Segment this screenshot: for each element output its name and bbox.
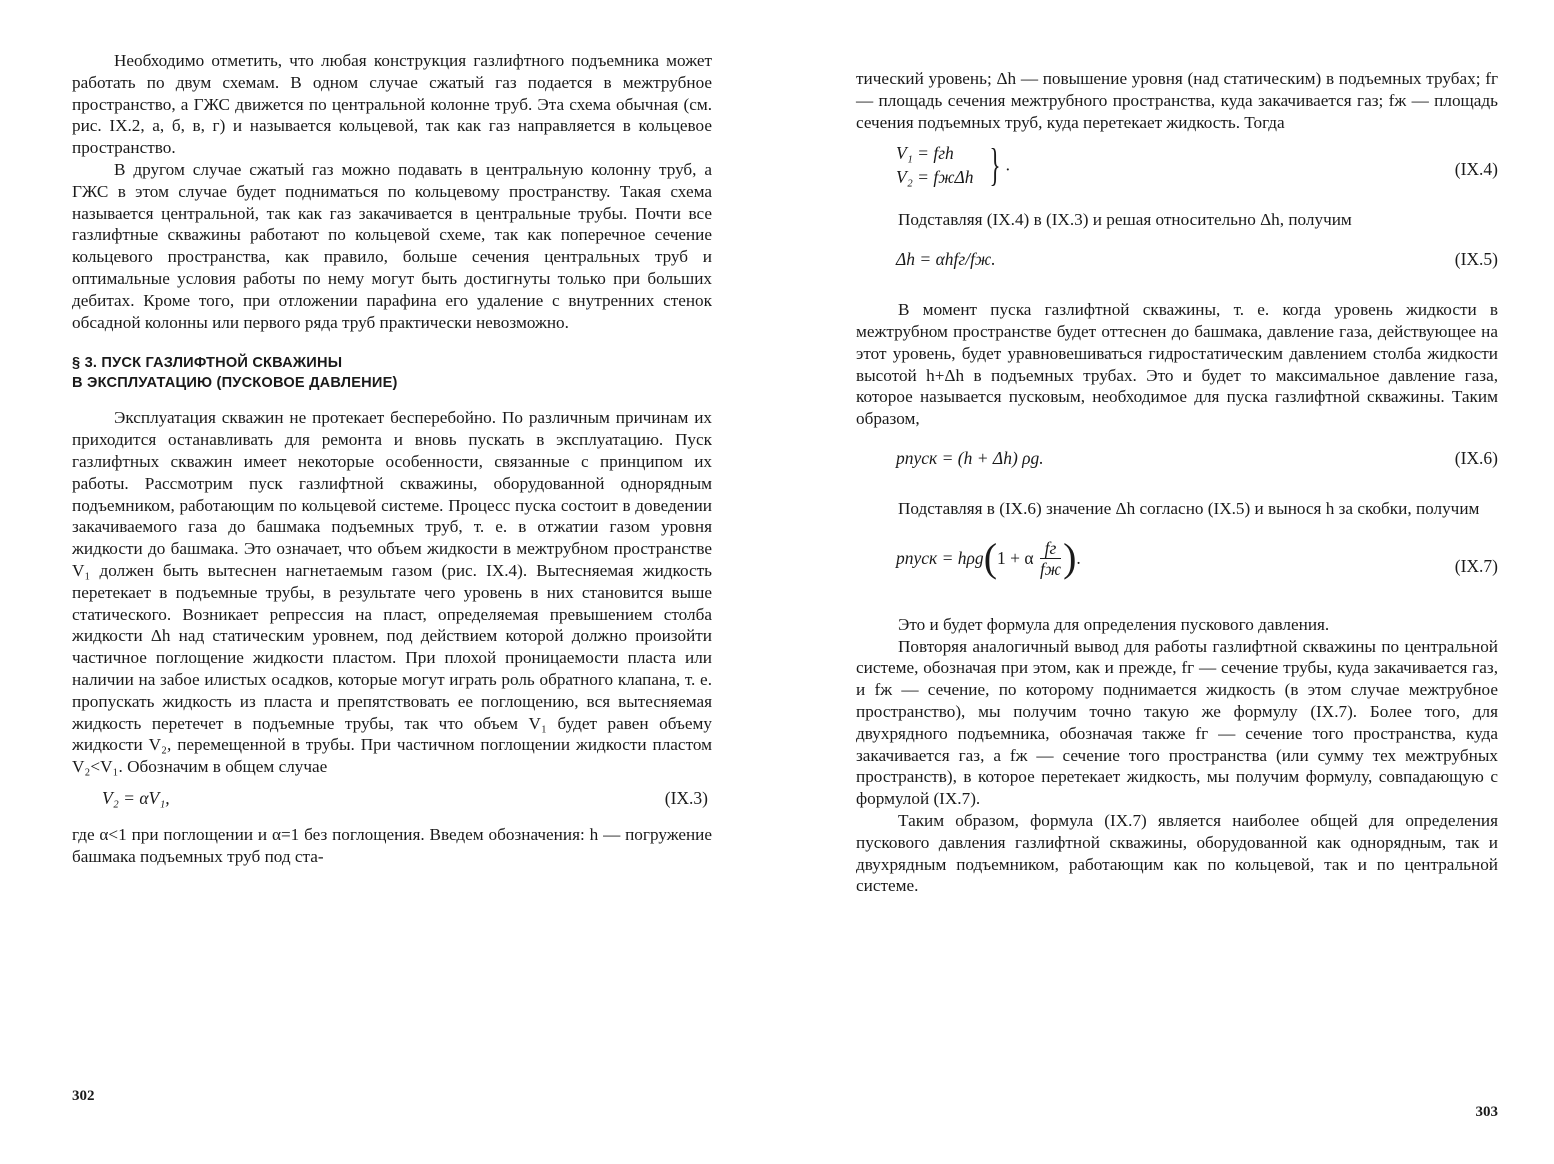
equation-ix7	[856, 534, 1498, 600]
equation-ix6	[856, 444, 1498, 478]
equation-part: pпуск = hρg	[896, 547, 984, 568]
equation-formula: V₁ = fгh V₂ = fжΔh } .	[896, 139, 1010, 191]
paragraph: тический уровень; Δh — повышение уровня (над статическим) в подъемных трубах; fг — площадь сечения межтрубного пространства, куда закачивается газ; fж — площадь сечения подъемных труб, куда перетекает жидкость. Тогда	[856, 69, 1498, 132]
paren-symbol: )	[1063, 535, 1077, 581]
left-column	[72, 50, 712, 868]
right-page	[856, 0, 1498, 1164]
paragraph: Подставляя в (IX.6) значение Δh согласно (IX.5) и вынося h за скобки, получим	[898, 498, 1480, 518]
left-page	[72, 0, 712, 1164]
fraction-denominator: fж	[1039, 558, 1062, 579]
paren-symbol: (	[983, 535, 998, 581]
page-number: 302	[72, 1088, 95, 1104]
fraction-numerator: fг	[1040, 538, 1061, 559]
paragraph: Повторяя аналогичный вывод для работы газлифтной скважины по центральной системе, обозначая при этом, как и прежде, fг — сечение трубы, куда закачивается газ, и fж — сечение, по которому поднимается жидкость (в этом случае межтрубное пространство), мы получим точно такую же формулу (IX.7). Более того, для двухрядного подъемника, обозначая также fг — сечение того пространства, куда закачивается газ, а fж — сечение того пространства (или сумму тех межтрубных пространств), в которое перетекает жидкость, мы получим формулу, совпадающую с формулой (IX.7).	[856, 636, 1498, 809]
page-number: 303	[1475, 1104, 1498, 1120]
paragraph: где α<1 при поглощении и α=1 без поглощения. Введем обозначения: h — погружение башмака подъемных труб под ста-	[72, 824, 712, 866]
equation-formula: pпуск = (h + Δh) ρg.	[896, 447, 1044, 468]
equation-ix3	[72, 784, 712, 818]
equation-number: (IX.5)	[1454, 249, 1498, 270]
paragraph: Это и будет формула для определения пускового давления.	[898, 614, 1330, 634]
equation-line: V₁ = fгh	[896, 143, 954, 164]
equation-ix5	[856, 245, 1498, 279]
equation-formula: pпуск = hρg(1 + α fг fж ).	[896, 535, 1081, 581]
equation-ix4	[856, 139, 1498, 203]
equation-part: 1 + α	[997, 547, 1034, 568]
paragraph: Необходимо отметить, что любая конструкция газлифтного подъемника может работать по двум схемам. В одном случае сжатый газ подается в межтрубное пространство, а ГЖС движется по центральной колонне труб. Эта схема обычная (см. рис. IX.2, а, б, в, г) и называется кольцевой, так как газ направляется в кольцевое пространство.	[72, 51, 712, 158]
equation-number: (IX.3)	[664, 787, 708, 808]
section-heading	[72, 353, 712, 393]
equation-formula: Δh = αhfг/fж.	[896, 249, 996, 270]
section-heading-line: В ЭКСПЛУАТАЦИЮ (ПУСКОВОЕ ДАВЛЕНИЕ)	[72, 375, 398, 392]
equation-line: V₂ = fжΔh	[896, 167, 974, 188]
equation-formula: V₂ = αV₁,	[102, 787, 170, 808]
paragraph: Подставляя (IX.4) в (IX.3) и решая относительно Δh, получим	[898, 210, 1352, 230]
equation-system	[896, 141, 974, 189]
paragraph: Эксплуатация скважин не протекает бесперебойно. По различным причинам их приходится останавливать для ремонта и вновь пускать в эксплуатацию. Пуск газлифтных скважин имеет некоторые особенности, связанные с принципом их работы. Рассмотрим пуск газлифтной скважины, оборудованной однорядным подъемником, работающим по кольцевой системе. Процесс пуска состоит в доведении закачиваемого газа до башмака подъемных труб, т. е. в отжатии газом уровня жидкости до башмака. Это означает, что объем жидкости в межтрубном пространстве V₁ должен быть вытеснен нагнетаемым газом (рис. IX.4). Вытесняемая жидкость перетекает в подъемные трубы, в результате чего уровень в них становится выше статического. Возникает репрессия на пласт, определяемая превышением столба жидкости Δh над статическим уровнем, под действием которой должно произойти частичное поглощение жидкости пластом. При плохой проницаемости пласта или наличии на забое илистых осадков, которые могут играть роль обратного клапана, т. е. пропускать жидкость из пласта и препятствовать ее поглощению, вся вытесняемая жидкость перетечет в подъемные трубы, так что объем V₁ будет равен объему жидкости V₂, перемещенной в трубы. При частичном поглощении жидкости пластом V₂<V₁. Обозначим в общем случае	[72, 408, 712, 777]
fraction	[1040, 538, 1061, 579]
equation-number: (IX.4)	[1454, 159, 1498, 180]
equation-number: (IX.6)	[1454, 447, 1498, 468]
paragraph: Таким образом, формула (IX.7) является наиболее общей для определения пускового давления газлифтной скважины, оборудованной как однорядным, так и двухрядным подъемником, работающим как по кольцевой, так и по центральной системе.	[856, 810, 1498, 896]
right-column	[856, 68, 1498, 897]
brace-symbol: }	[989, 139, 1001, 191]
paragraph: В другом случае сжатый газ можно подавать в центральную колонну труб, а ГЖС в этом случае будет подниматься по кольцевому пространству. Такая схема называется центральной, так как газ закачивается в центральные трубы. Почти все газлифтные скважины работают по кольцевой схеме, так как поперечное сечение кольцевого пространства, как правило, больше сечения центральных труб и оптимальные условия работы по нему могут быть достигнуты только при больших дебитах. Кроме того, при отложении парафина его удаление с внутренних стенок обсадной колонны или первого ряда труб практически невозможно.	[72, 159, 712, 332]
equation-number: (IX.7)	[1454, 555, 1498, 576]
section-heading-line: § 3. ПУСК ГАЗЛИФТНОЙ СКВАЖИНЫ	[72, 355, 343, 372]
paragraph: В момент пуска газлифтной скважины, т. е. когда уровень жидкости в межтрубном пространстве будет оттеснен до башмака, давление газа, действующее на этот уровень, будет уравновешиваться гидростатическим давлением столба жидкости высотой h+Δh в подъемных трубах. Это и будет то максимальное давление газа, которое называется пусковым, необходимое для пуска газлифтной скважины. Таким образом,	[856, 300, 1498, 429]
